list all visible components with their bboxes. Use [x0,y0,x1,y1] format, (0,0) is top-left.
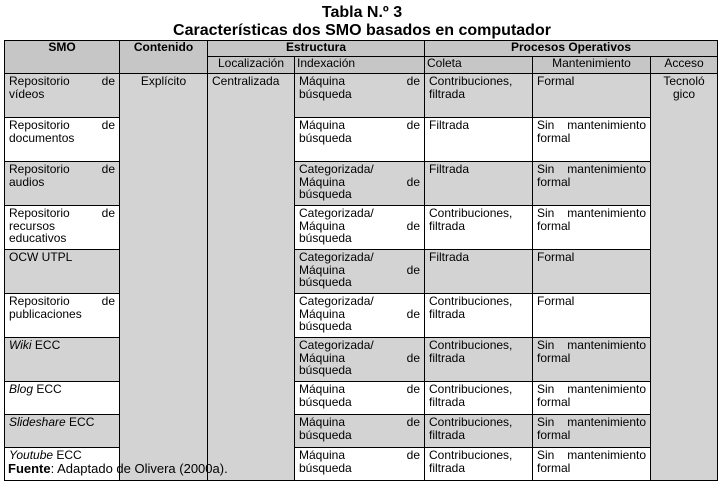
header-procesos: Procesos Operativos [425,41,718,57]
table-row [5,206,718,250]
mantenimiento-cell: Sin mantenimiento formal [533,118,651,162]
table-row [5,294,718,338]
coleta-cell: Contribuciones, filtrada [425,382,533,415]
contenido-cell: Explícito [120,74,208,481]
smo-cell: Wiki ECC [5,338,120,382]
smo-cell: Slideshare ECC [5,415,120,448]
smo-cell: Youtube ECC [5,448,120,481]
header-row-main [5,41,718,57]
coleta-cell: Filtrada [425,162,533,206]
table-row [5,415,718,448]
acceso-cell: Tecnoló gico [651,74,718,481]
indexacion-cell: Categorizada/ Máquina de búsqueda [295,250,425,294]
table-caption: Características dos SMO basados en computador [173,22,551,39]
mantenimiento-cell: Formal [533,294,651,338]
table-row [5,338,718,382]
header-mantenimiento: Mantenimiento [533,57,651,74]
coleta-cell: Contribuciones, filtrada [425,338,533,382]
coleta-cell: Contribuciones, filtrada [425,448,533,481]
localizacion-cell: Centralizada [208,74,295,481]
smo-cell: Repositorio de vídeos [5,74,120,118]
header-coleta: Coleta [425,57,533,74]
coleta-cell: Contribuciones, filtrada [425,294,533,338]
coleta-cell: Contribuciones, filtrada [425,206,533,250]
smo-cell: Repositorio de recursos educativos [5,206,120,250]
header-smo: SMO [5,41,120,74]
smo-cell: Repositorio de documentos [5,118,120,162]
indexacion-cell: Categorizada/ Máquina de búsqueda [295,338,425,382]
header-localizacion: Localización [208,57,295,74]
mantenimiento-cell: Sin mantenimiento formal [533,206,651,250]
smo-cell: OCW UTPL [5,250,120,294]
smo-cell: Repositorio de audios [5,162,120,206]
indexacion-cell: Categorizada/ Máquina de búsqueda [295,294,425,338]
table-title: Tabla N.º 3 [321,4,403,21]
header-indexacion: Indexación [295,57,425,74]
table-row [5,74,718,118]
indexacion-cell: Máquina de búsqueda [295,118,425,162]
smo-cell: Blog ECC [5,382,120,415]
coleta-cell: Contribuciones, filtrada [425,415,533,448]
mantenimiento-cell: Formal [533,250,651,294]
indexacion-cell: Máquina de búsqueda [295,74,425,118]
coleta-cell: Filtrada [425,118,533,162]
indexacion-cell: Categorizada/ Máquina de búsqueda [295,206,425,250]
indexacion-cell: Máquina de búsqueda [295,448,425,481]
coleta-cell: Filtrada [425,250,533,294]
mantenimiento-cell: Sin mantenimiento formal [533,162,651,206]
indexacion-cell: Categorizada/ Máquina de búsqueda [295,162,425,206]
mantenimiento-cell: Sin mantenimiento formal [533,338,651,382]
header-acceso: Acceso [651,57,718,74]
indexacion-cell: Máquina de búsqueda [295,415,425,448]
coleta-cell: Contribuciones, filtrada [425,74,533,118]
header-contenido: Contenido [120,41,208,74]
mantenimiento-cell: Sin mantenimiento formal [533,448,651,481]
mantenimiento-cell: Formal [533,74,651,118]
smo-cell: Repositorio de publicaciones [5,294,120,338]
indexacion-cell: Máquina de búsqueda [295,382,425,415]
table-row [5,382,718,415]
table-row [5,250,718,294]
header-estructura: Estructura [208,41,425,57]
source-label: Fuente [8,461,51,476]
mantenimiento-cell: Sin mantenimiento formal [533,382,651,415]
source-text: : Adaptado de Olivera (2000a). [50,461,228,476]
table-row [5,162,718,206]
smo-table [4,40,718,481]
source-note [8,461,228,476]
mantenimiento-cell: Sin mantenimiento formal [533,415,651,448]
table-row [5,118,718,162]
